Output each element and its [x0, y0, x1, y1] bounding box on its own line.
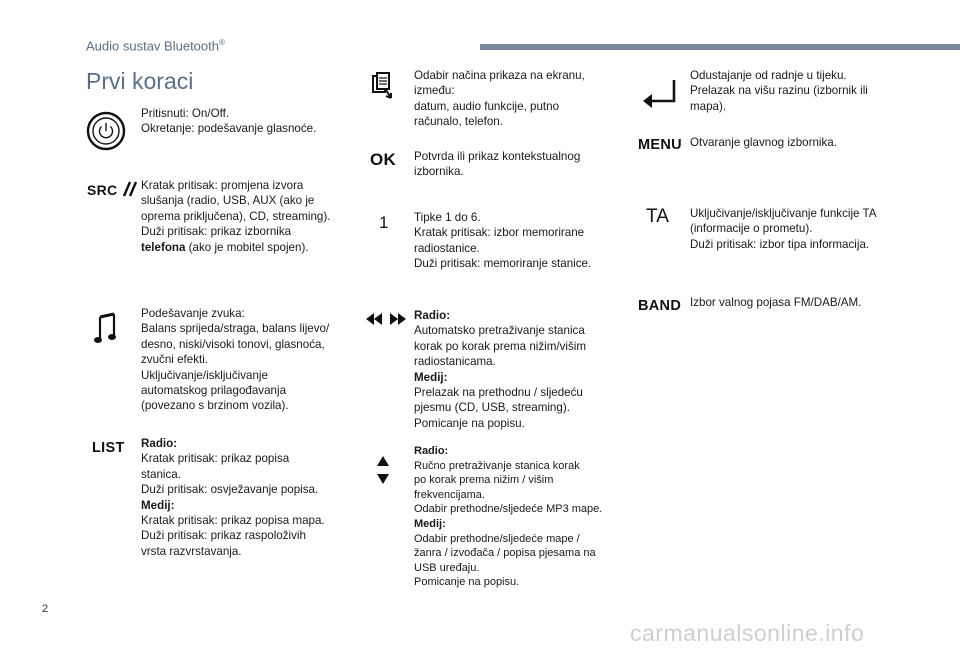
ok-description: Potvrda ili prikaz kontekstualnog izbornika. — [414, 150, 581, 179]
back-description: Odustajanje od radnje u tijeku. Prelazak na višu razinu (izbornik ili mapa). — [690, 69, 868, 113]
up-down-description: Radio: Ručno pretraživanje stanica korak po korak prema nižim / višim frekvencijama. Odabir prethodne/sljedeće MP3 mape. Medij: Odabir prethodne/sljedeće mape / žanra / izvođača / popisa pjesama na USB uređaju. Pomicanje na popisu. — [414, 445, 603, 589]
list-button-icon: LIST — [92, 440, 125, 456]
power-knob-icon — [86, 111, 126, 151]
section-header: Audio sustav Bluetooth® — [86, 38, 225, 54]
preset-key-icon: 1 — [379, 213, 389, 232]
seek-arrows-icon — [365, 312, 407, 326]
menu-description: Otvaranje glavnog izbornika. — [690, 136, 837, 149]
src-button-icon: SRC — [87, 181, 138, 200]
seek-description: Radio: Automatsko pretraživanje stanica korak po korak prema nižim/višim radiostanicama. Medij: Prelazak na prethodnu / sljedeću pjesmu (CD, USB, streaming). Pomicanje na popisu. — [414, 309, 587, 430]
header-bar — [480, 44, 960, 50]
ok-button-icon: OK — [370, 150, 397, 169]
src-description: Kratak pritisak: promjena izvora slušanja (radio, USB, AUX (ako je oprema priključena), CD, streaming). Duži pritisak: prikaz izbornika telefona (ako je mobitel spojen). — [141, 179, 331, 254]
back-arrow-icon — [640, 77, 678, 109]
ta-description: Uključivanje/isključivanje funkcije TA (informacije o prometu). Duži pritisak: izbor tipa informacija. — [690, 207, 877, 251]
band-description: Izbor valnog pojasa FM/DAB/AM. — [690, 296, 862, 309]
band-button-icon: BAND — [638, 298, 682, 314]
menu-button-icon: MENU — [638, 137, 682, 153]
page-title: Prvi koraci — [86, 68, 194, 94]
list-description: Radio: Kratak pritisak: prikaz popisa stanica. Duži pritisak: osvježavanje popisa. Medij: Kratak pritisak: prikaz popisa mapa. Duži pritisak: prikaz raspoloživih vrsta razvrstavanja. — [141, 437, 325, 558]
display-description: Odabir načina prikaza na ekranu, između: datum, audio funkcije, putno računalo, telefon. — [414, 69, 585, 129]
display-mode-icon — [371, 72, 395, 100]
preset-keys-description: Tipke 1 do 6. Kratak pritisak: izbor memorirane radiostanice. Duži pritisak: memoriranje stanice. — [414, 211, 592, 271]
sound-description: Podešavanje zvuka: Balans sprijeda/straga, balans lijevo/ desno, niski/visoki tonovi, glasnoća, zvučni efekti. Uključivanje/isključivanje automatskog prilagođavanja (povezano s brzinom vozila). — [141, 307, 330, 413]
page-number: 2 — [42, 603, 49, 615]
ta-button-icon: TA — [646, 206, 669, 227]
watermark: carmanualsonline.info — [630, 620, 865, 646]
up-down-arrows-icon — [376, 455, 390, 485]
music-note-icon — [94, 312, 120, 346]
power-description: Pritisnuti: On/Off. Okretanje: podešavanje glasnoće. — [141, 107, 317, 136]
